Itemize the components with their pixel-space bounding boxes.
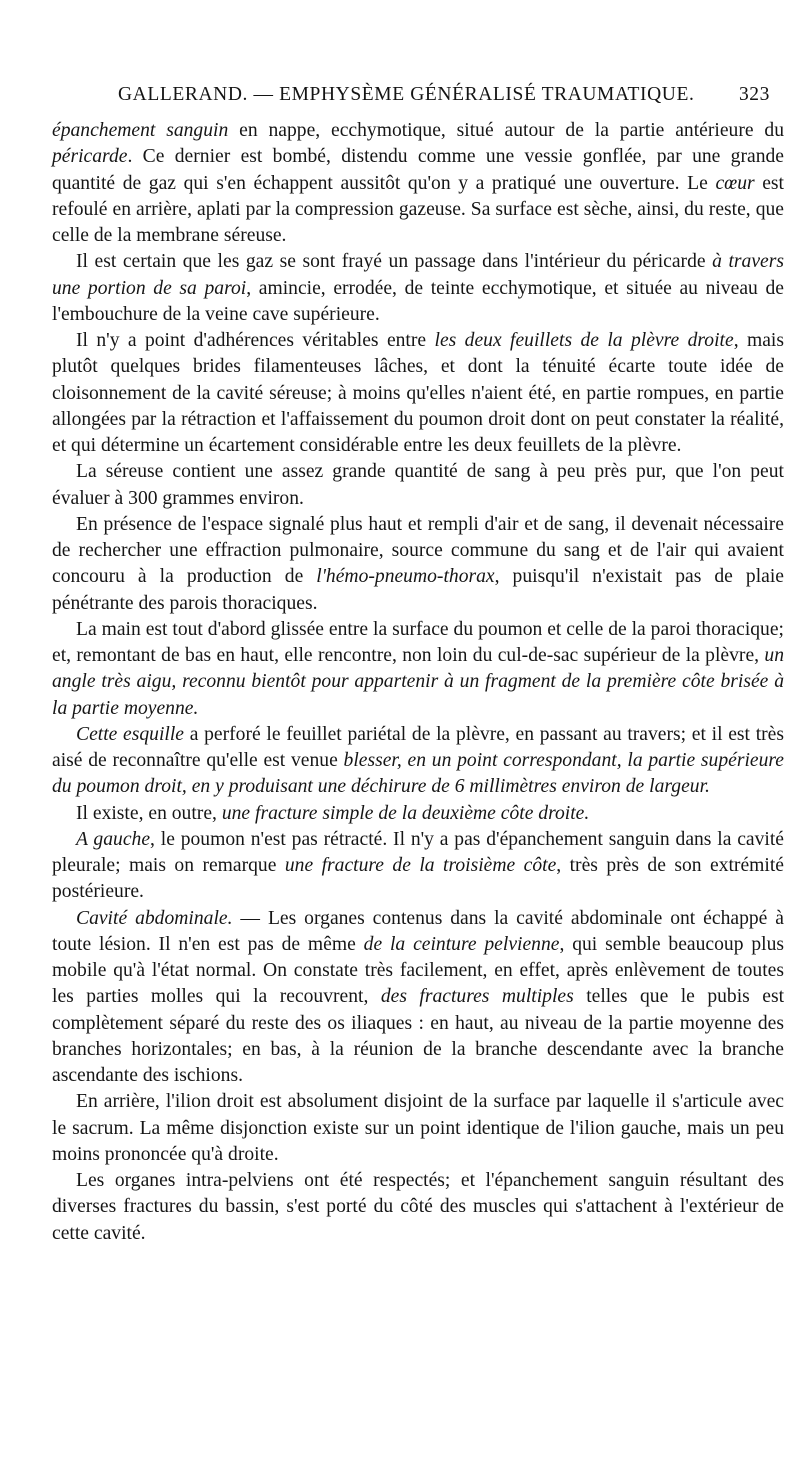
text-run: Les organes intra-pelviens ont été respectés; et l'épanchement sanguin résultant des diverses fractures du bassin, s'est porté du côté des muscles qui s'attachent à l'extérieur de cette cavité. [52,1170,784,1244]
italic-text: blesser, en un point correspondant, la partie supérieure du poumon droit, en y produisant une déchirure de 6 millimètres environ de largeur. [52,750,784,798]
text-run: Il n'y a point d'adhérences véritables entre [76,330,435,351]
page-header [52,80,770,114]
italic-text: une fracture simple de la deuxième côte droite. [221,802,590,824]
paragraph [52,801,784,827]
paragraph [52,617,784,722]
text-run: , très près de son extrémité postérieure. [52,855,784,903]
paragraph [52,328,784,459]
italic-text: une fracture de la troisième côte [284,855,557,876]
text-run: telles que le pubis est complètement séparé du reste des os iliaques : en haut, au niveau de la partie moyenne des branches horizontales; en bas, à la réunion de la branche descendante avec la branche ascendante des ischions. [52,986,785,1086]
italic-text: Cavité abdominale. [76,907,233,929]
italic-text: de la ceinture pelvienne [363,933,560,955]
paragraph [52,249,784,328]
italic-text: un angle très aigu, reconnu bientôt pour appartenir à un fragment de la première côte brisée à la partie moyenne. [52,645,784,719]
body-text [52,118,784,1247]
text-run: Il est certain que les gaz se sont frayé un passage dans l'intérieur du péricarde [76,251,713,273]
text-run: , le poumon n'est pas rétracté. Il n'y a pas d'épanchement sanguin dans la cavité pleurale; mais on remarque [52,828,784,876]
italic-text: A gauche [76,828,151,850]
italic-text: les deux feuillets de la plèvre droite [434,330,734,351]
text-run: , amincie, errodée, de teinte ecchymotique, et située au niveau de l'embouchure de la veine cave supérieure. [52,277,784,325]
paragraph [52,118,784,249]
paragraph [52,906,784,1090]
italic-text: cœur [715,172,755,194]
paragraph [52,827,784,906]
text-run: La main est tout d'abord glissée entre la surface du poumon et celle de la paroi thoracique; et, remontant de bas en haut, elle rencontre, non loin du cul-de-sac supérieur de la plèvre, [52,618,784,666]
text-run: La séreuse contient une assez grande quantité de sang à peu près pur, que l'on peut évaluer à 300 grammes environ. [52,461,784,509]
text-run: . Ce dernier est bombé, distendu comme une vessie gonflée, par une grande quantité de gaz qui s'en échappent aussitôt qu'on y a pratiqué une ouverture. Le [52,146,784,194]
text-run: , mais plutôt quelques brides filamenteuses lâches, et dont la ténuité écarte toute idée de cloisonnement de la cavité séreuse; à moins qu'elles n'aient été, en partie rompues, en partie allongées par la rétraction et l'affaissement du poumon droit dont on peut constater la réalité, et qui détermine un écartement considérable entre les deux feuillets de la plèvre. [52,330,784,456]
text-run: — Les organes contenus dans la cavité abdominale ont échappé à toute lésion. Il n'en est pas de même [52,907,784,955]
text-run: a perforé le feuillet pariétal de la plèvre, en passant au travers; et il est très aisé de reconnaître qu'elle est venue [52,723,785,771]
text-run: est refoulé en arrière, aplati par la compression gazeuse. Sa surface est sèche, ainsi, du reste, que celle de la membrane séreuse. [52,172,784,246]
page-number: 323 [738,84,770,105]
italic-text: épanchement sanguin [52,120,229,141]
italic-text: Cette esquille [76,723,185,745]
text-run: En présence de l'espace signalé plus haut et rempli d'air et de sang, il devenait nécessaire de rechercher une effraction pulmonaire, source commune du sang et de l'air qui avaient concouru à la production de [52,513,784,588]
text-run: , puisqu'il n'existait pas de plaie pénétrante des parois thoraciques. [52,566,784,614]
text-run: en nappe, ecchymotique, situé autour de la partie antérieure du [228,120,784,141]
text-run: , qui semble beaucoup plus mobile qu'à l'état normal. On constate très facilement, en effet, après enlèvement de toutes les parties molles qui la recouvrent, [52,933,784,1008]
italic-text: l'hémo-pneumo-thorax [316,566,495,588]
italic-text: des fractures multiples [380,986,574,1008]
italic-text: péricarde [52,146,128,168]
text-run: Il existe, en outre, [76,802,222,824]
paragraph [52,459,784,512]
paragraph [52,1089,784,1168]
text-run: En arrière, l'ilion droit est absolument disjoint de la surface par laquelle il s'articule avec le sacrum. La même disjonction existe sur un point identique de l'ilion gauche, mais un peu moins prononcée qu'à droite. [52,1091,784,1165]
paragraph [52,722,784,801]
italic-text: à travers une portion de sa paroi [52,251,784,299]
paragraph [52,512,784,617]
paragraph [52,1168,784,1247]
running-head: GALLERAND. — EMPHYSÈME GÉNÉRALISÉ TRAUMATIQUE. [118,84,695,105]
